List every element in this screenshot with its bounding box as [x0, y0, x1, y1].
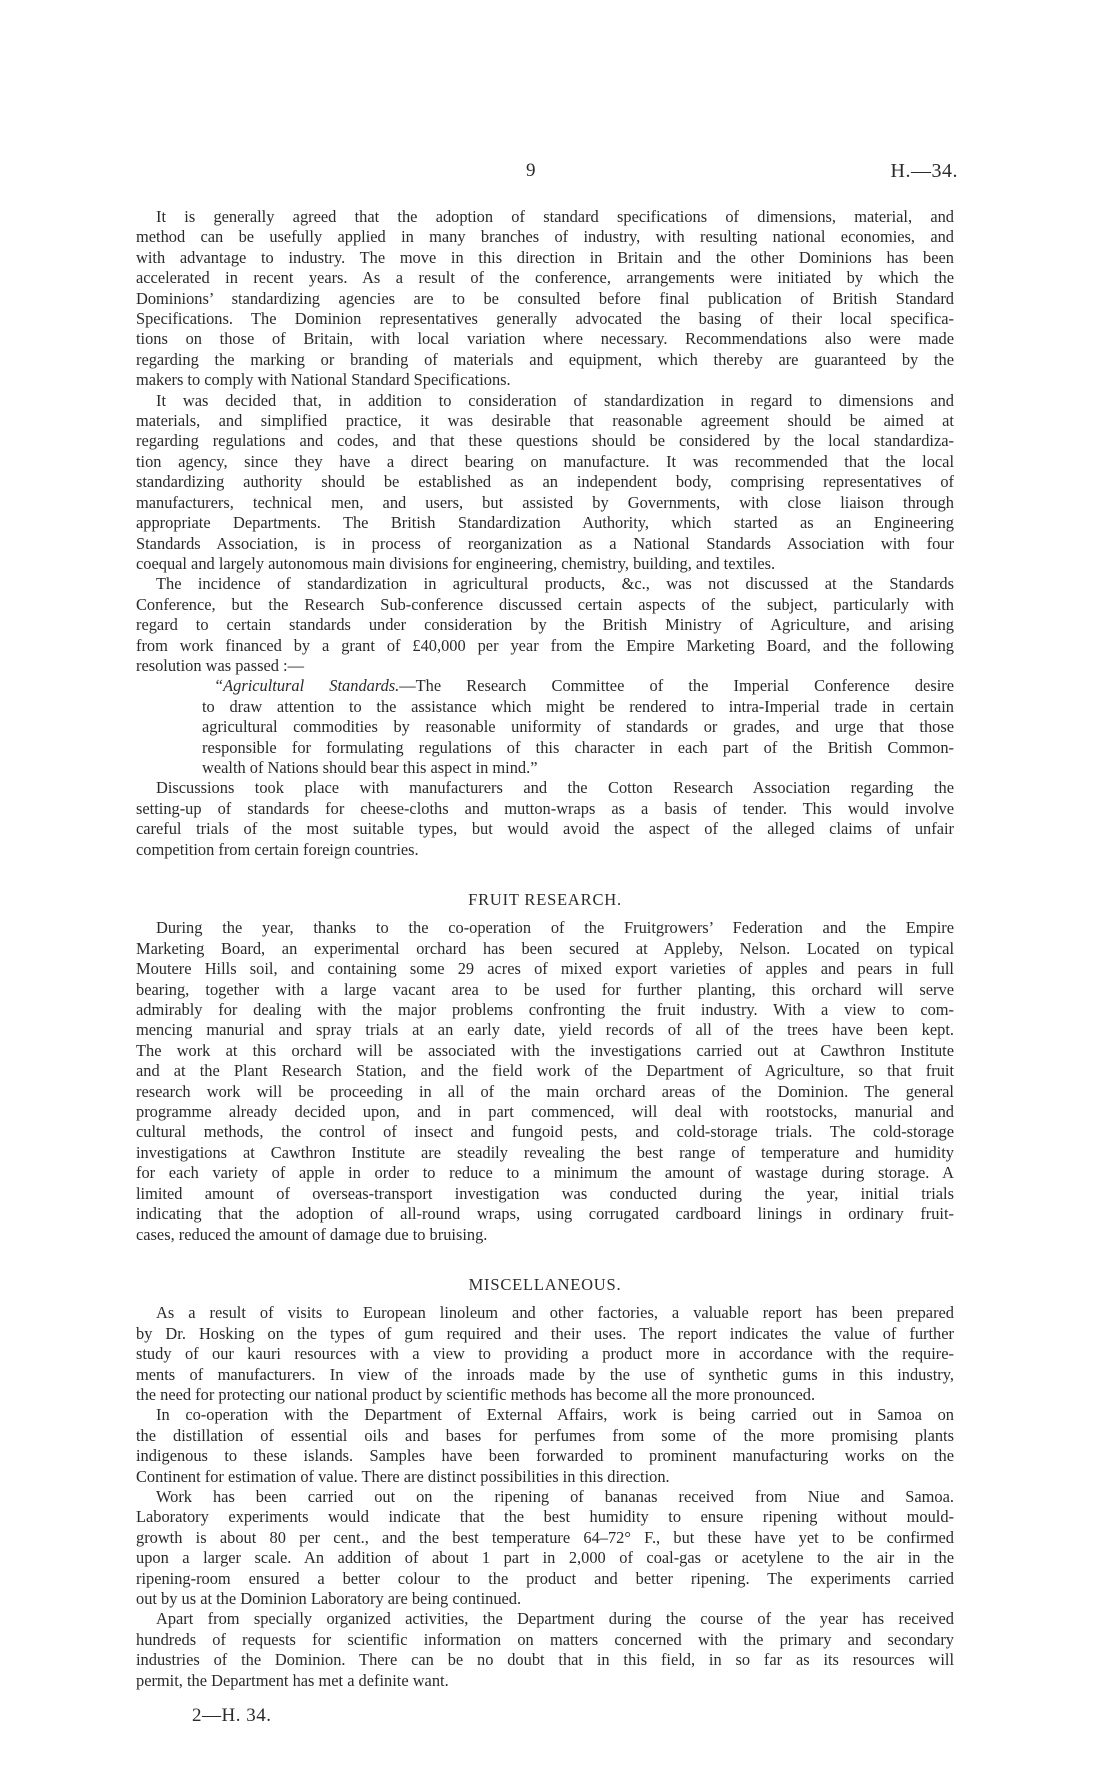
paragraph [136, 1609, 954, 1691]
section-heading: MISCELLANEOUS. [468, 1274, 622, 1294]
text-line: materials, and simplified practice, it was desirable that reasonable agreement should be aimed at [136, 411, 954, 431]
text-line: Standards Association, is in process of reorganization as a National Standards Association with four [136, 533, 954, 553]
text-line: competition from certain foreign countries. [136, 839, 419, 859]
section [136, 207, 954, 860]
text-line: careful trials of the most suitable types, but would avoid the aspect of the alleged claims of unfair [136, 819, 954, 839]
text-line: The work at this orchard will be associated with the investigations carried out at Cawthron Institute [136, 1040, 954, 1060]
text-line: investigations at Cawthron Institute are steadily revealing the best range of temperature and humidity [136, 1142, 954, 1162]
page-number: 9 [526, 160, 536, 181]
text-line: the need for protecting our national product by scientific methods has become all the more pronounced. [136, 1384, 816, 1404]
text-line: resolution was passed :— [136, 655, 304, 675]
text-line: to draw attention to the assistance which might be rendered to intra-Imperial trade in certain [202, 696, 954, 716]
paragraph [136, 1487, 954, 1609]
text-line: ments of manufacturers. In view of the inroads made by the use of synthetic gums in this industry, [136, 1364, 954, 1384]
document-body [136, 207, 954, 1691]
text-line: growth is about 80 per cent., and the best temperature 64–72° F., but these have yet to be confirmed [136, 1527, 954, 1547]
text-line: regarding regulations and codes, and that these questions should be considered by the local standardiza- [136, 431, 954, 451]
text-line: Conference, but the Research Sub-conference discussed certain aspects of the subject, particularly with [136, 594, 954, 614]
text-line: regarding the marking or branding of materials and equipment, which thereby are guaranteed by the [136, 349, 954, 369]
text-line: wealth of Nations should bear this aspect in mind.” [202, 757, 538, 777]
text-line: Laboratory experiments would indicate that the best humidity to ensure ripening without mould- [136, 1507, 954, 1527]
text-line: limited amount of overseas-transport investigation was conducted during the year, initial trials [136, 1183, 954, 1203]
text-line: Work has been carried out on the ripening of bananas received from Niue and Samoa. [156, 1486, 954, 1506]
text-line: Moutere Hills soil, and containing some 29 acres of mixed export varieties of apples and pears in full [136, 959, 954, 979]
text-line: from work financed by a grant of £40,000 per year from the Empire Marketing Board, and the following [136, 635, 954, 655]
block-quote [136, 676, 954, 778]
text-line: Continent for estimation of value. There are distinct possibilities in this direction. [136, 1466, 670, 1486]
paragraph [136, 574, 954, 676]
text-line: bearing, together with a large vacant area to be used for further planting, this orchard will serve [136, 979, 954, 999]
text-line: upon a larger scale. An addition of about 1 part in 2,000 of coal-gas or acetylene to the air in the [136, 1548, 954, 1568]
text-line: out by us at the Dominion Laboratory are being continued. [136, 1589, 522, 1608]
text-line: by Dr. Hosking on the types of gum required and their uses. The report indicates the value of further [136, 1323, 954, 1343]
paragraph [136, 207, 954, 391]
signature-mark: 2—H. 34. [192, 1705, 272, 1726]
text-line: hundreds of requests for scientific information on matters concerned with the primary and secondary [136, 1629, 954, 1649]
text-line: industries of the Dominion. There can be no doubt that in this field, in so far as its resources will [136, 1650, 954, 1670]
text-line: indigenous to these islands. Samples have been forwarded to prominent manufacturing works on the [136, 1446, 954, 1466]
text-line: method can be usefully applied in many branches of industry, with resulting national economies, and [136, 227, 954, 247]
text-line: As a result of visits to European linoleum and other factories, a valuable report has been prepared [156, 1303, 954, 1323]
text-line: indicating that the adoption of all-round wraps, using corrugated cardboard linings in ordinary fruit- [136, 1204, 954, 1224]
text-line: admirably for dealing with the major problems confronting the fruit industry. With a view to com- [136, 1000, 954, 1020]
text-line: standardizing authority should be established as an independent body, comprising representatives of [136, 472, 954, 492]
text-line: with advantage to industry. The move in this direction in Britain and the other Dominions has been [136, 247, 954, 267]
text-line: Specifications. The Dominion representatives generally advocated the basing of their local specifica- [136, 309, 954, 329]
text-line: ripening-room ensured a better colour to the product and better ripening. The experiments carried [136, 1568, 954, 1588]
text-line: During the year, thanks to the co-operation of the Fruitgrowers’ Federation and the Empire [156, 918, 954, 938]
paragraph [136, 1405, 954, 1487]
quote-title: “Agricultural Standards. [214, 676, 400, 696]
text-line: cultural methods, the control of insect and fungoid pests, and cold-storage trials. The cold-storage [136, 1122, 954, 1142]
text-line: In co-operation with the Department of External Affairs, work is being carried out in Samoa on [156, 1405, 954, 1425]
text-line: The incidence of standardization in agricultural products, &c., was not discussed at the Standards [156, 574, 954, 594]
text-line: study of our kauri resources with a view to providing a product more in accordance with the require- [136, 1344, 954, 1364]
text-line: accelerated in recent years. As a result of the conference, arrangements were initiated by which the [136, 268, 954, 288]
text-line [202, 676, 954, 696]
text-line: appropriate Departments. The British Standardization Authority, which started as an Engineering [136, 513, 954, 533]
text-line: manufacturers, technical men, and users, but assisted by Governments, with close liaison through [136, 492, 954, 512]
text-line: makers to comply with National Standard Specifications. [136, 370, 511, 390]
document-reference: H.—34. [890, 160, 958, 182]
text-line: It was decided that, in addition to consideration of standardization in regard to dimensions and [156, 390, 954, 410]
text-line: It is generally agreed that the adoption of standard specifications of dimensions, material, and [156, 207, 954, 226]
text-line: setting-up of standards for cheese-cloths and mutton-wraps as a basis of tender. This would involve [136, 798, 954, 818]
section [136, 890, 954, 1245]
paragraph [136, 391, 954, 575]
text-line: Discussions took place with manufacturers and the Cotton Research Association regarding the [156, 778, 954, 798]
text-line: for each variety of apple in order to reduce to a minimum the amount of wastage during storage. A [136, 1163, 954, 1183]
text-line: Marketing Board, an experimental orchard has been secured at Appleby, Nelson. Located on typical [136, 938, 954, 958]
text-line: agricultural commodities by reasonable uniformity of standards or grades, and urge that those [202, 717, 954, 737]
text-line: tions on those of Britain, with local variation where necessary. Recommendations also were made [136, 329, 954, 349]
quote-text: —The Research Committee of the Imperial Conference desire [399, 676, 954, 696]
section-heading: FRUIT RESEARCH. [468, 890, 622, 909]
text-line: responsible for formulating regulations of this character in each part of the British Common- [202, 737, 954, 757]
text-line: mencing manurial and spray trials at an early date, yield records of all of the trees have been kept. [136, 1020, 954, 1040]
paragraph [136, 1303, 954, 1405]
paragraph [136, 778, 954, 860]
text-line: regard to certain standards under consideration by the British Ministry of Agriculture, and arising [136, 615, 954, 635]
text-line: permit, the Department has met a definite want. [136, 1670, 449, 1690]
text-line: Dominions’ standardizing agencies are to be consulted before final publication of British Standard [136, 288, 954, 308]
section [136, 1275, 954, 1691]
text-line: research work will be proceeding in all of the main orchard areas of the Dominion. The general [136, 1081, 954, 1101]
text-line: and at the Plant Research Station, and the field work of the Department of Agriculture, so that fruit [136, 1061, 954, 1081]
text-line: cases, reduced the amount of damage due to bruising. [136, 1224, 488, 1244]
text-line: programme already decided upon, and in part commenced, will deal with rootstocks, manurial and [136, 1102, 954, 1122]
paragraph [136, 918, 954, 1245]
text-line: tion agency, since they have a direct bearing on manufacture. It was recommended that the local [136, 451, 954, 471]
text-line: the distillation of essential oils and bases for perfumes from some of the more promising plants [136, 1425, 954, 1445]
text-line: coequal and largely autonomous main divisions for engineering, chemistry, building, and textiles. [136, 553, 776, 573]
text-line: Apart from specially organized activities, the Department during the course of the year has received [156, 1609, 954, 1629]
